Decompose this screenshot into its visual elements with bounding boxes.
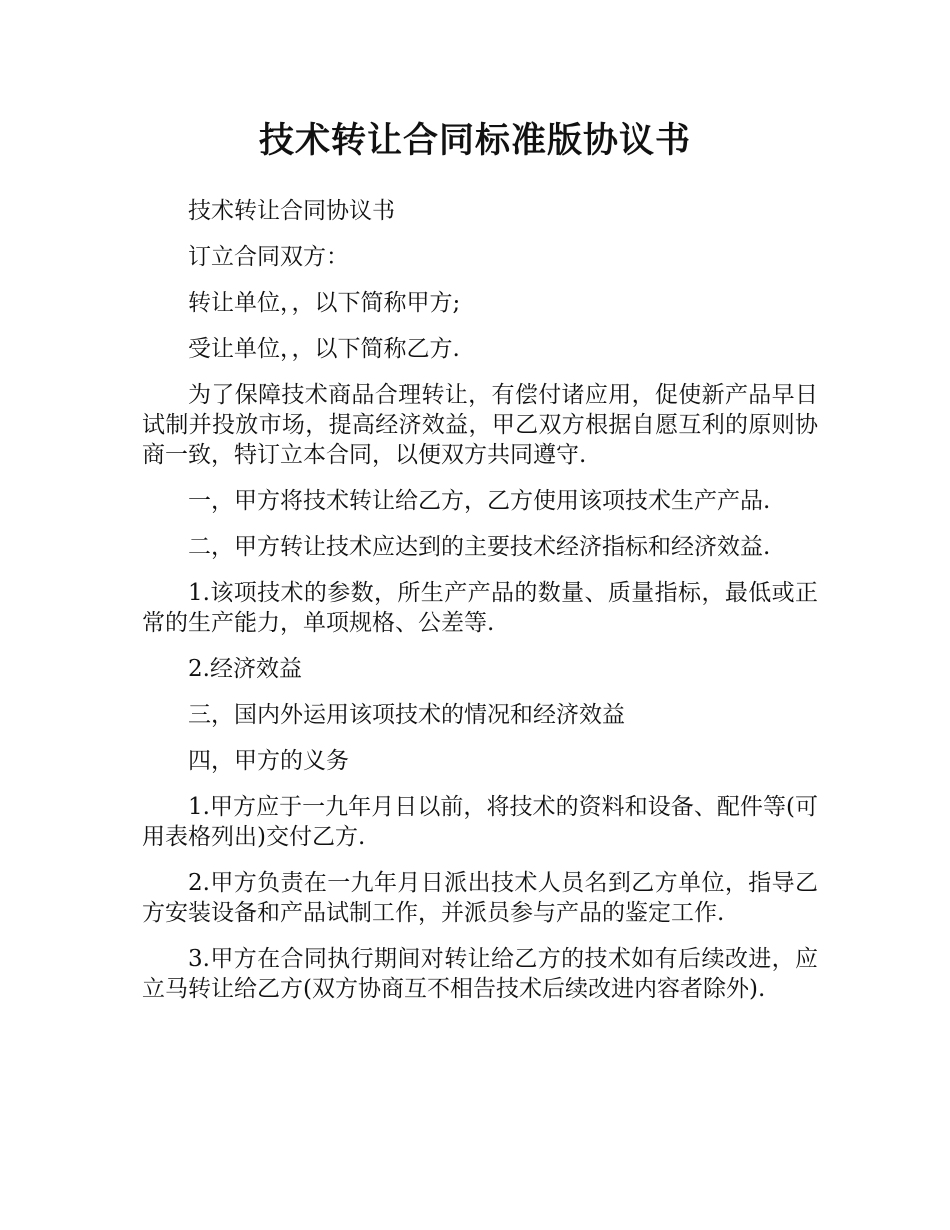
paragraph-party-b: 受让单位，，以下简称乙方. bbox=[188, 336, 460, 362]
paragraph-party-a: 转让单位，，以下简称甲方; bbox=[188, 290, 461, 316]
paragraph-clause-4: 四，甲方的义务 bbox=[188, 748, 349, 774]
document-body bbox=[142, 196, 818, 1020]
paragraph-clause-2-item-1: 1.该项技术的参数，所生产产品的数量、质量指标，最低或正常的生产能力，单项规格、公差等. bbox=[142, 580, 818, 636]
paragraph-clause-3: 三，国内外运用该项技术的情况和经济效益 bbox=[188, 702, 625, 728]
paragraph-clause-2: 二，甲方转让技术应达到的主要技术经济指标和经济效益. bbox=[188, 534, 771, 560]
paragraph-clause-1: 一，甲方将技术转让给乙方，乙方使用该项技术生产产品. bbox=[188, 488, 771, 514]
paragraph-preamble: 为了保障技术商品合理转让，有偿付诸应用，促使新产品早日试制并投放市场，提高经济效益，甲乙双方根据自愿互利的原则协商一致，特订立本合同，以便双方共同遵守. bbox=[142, 382, 818, 468]
page-title: 技术转让合同标准版协议书 bbox=[258, 121, 691, 161]
paragraph-clause-2-item-2: 2.经济效益 bbox=[188, 656, 302, 682]
paragraph-clause-4-item-2: 2.甲方负责在一九年月日派出技术人员名到乙方单位，指导乙方安装设备和产品试制工作，并派员参与产品的鉴定工作. bbox=[142, 870, 818, 926]
paragraph-clause-4-item-1: 1.甲方应于一九年月日以前，将技术的资料和设备、配件等(可用表格列出)交付乙方. bbox=[142, 794, 818, 850]
paragraph-agreement-name: 技术转让合同协议书 bbox=[188, 198, 395, 224]
paragraph-clause-4-item-3: 3.甲方在合同执行期间对转让给乙方的技术如有后续改进，应立马转让给乙方(双方协商互不相告技术后续改进内容者除外). bbox=[142, 946, 818, 1002]
paragraph-parties-heading: 订立合同双方： bbox=[188, 244, 349, 270]
